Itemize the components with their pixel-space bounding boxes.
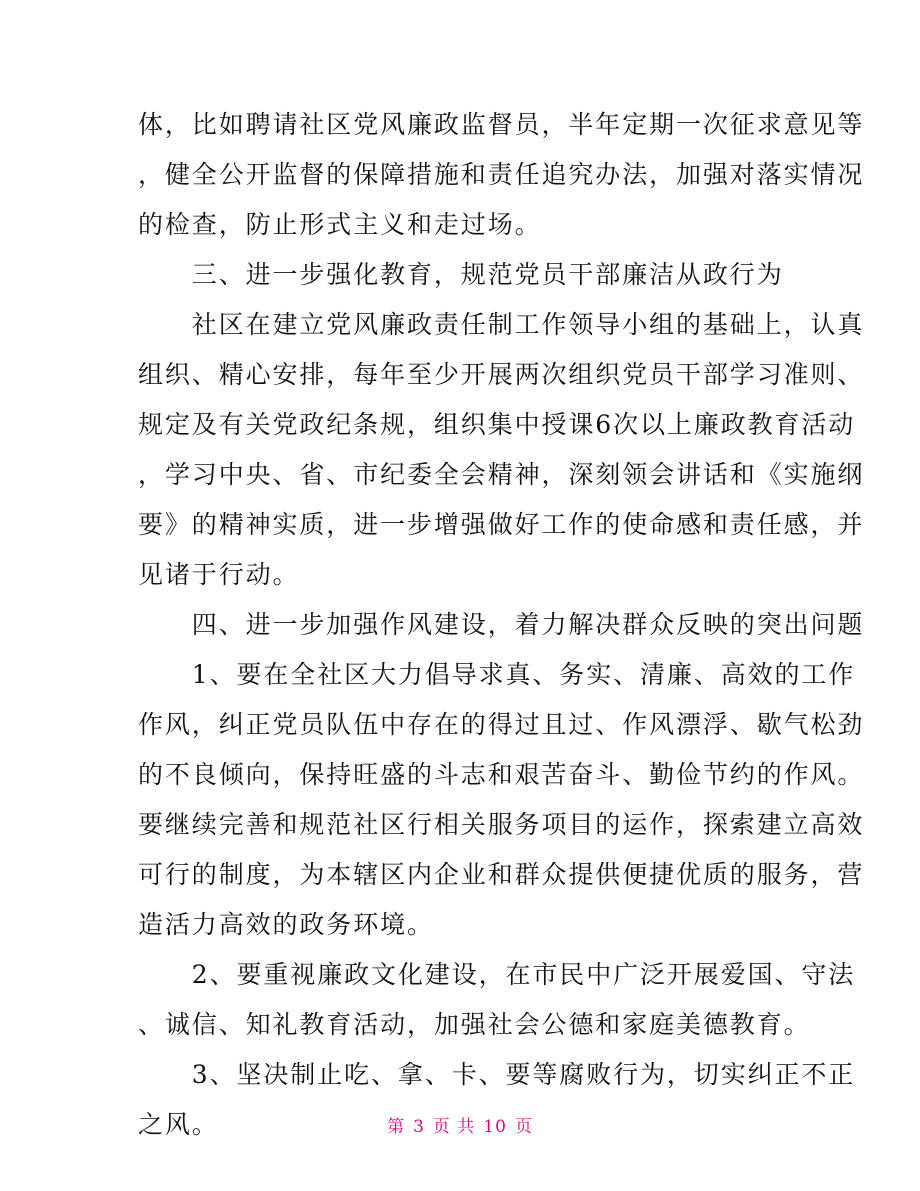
text-line: ，学习中央、省、市纪委全会精神，深刻领会讲话和《实施纲 [138, 460, 865, 489]
document-body [138, 100, 865, 1150]
footer-prefix: 第 [387, 1117, 406, 1137]
text-line: 之风。 [138, 1110, 219, 1139]
text-line: 社区在建立党风廉政责任制工作领导小组的基础上，认真 [138, 310, 865, 339]
text-line: ，健全公开监督的保障措施和责任追究办法，加强对落实情况 [138, 160, 865, 189]
footer-middle: 页 共 [432, 1117, 476, 1137]
footer-total-pages: 10 [483, 1117, 507, 1137]
section-heading-3: 三、进一步强化教育，规范党员干部廉洁从政行为 [138, 260, 784, 289]
footer-suffix: 页 [514, 1117, 533, 1137]
text-line: 1、要在全社区大力倡导求真、务实、清廉、高效的工作 [138, 660, 856, 689]
text-line: 可行的制度，为本辖区内企业和群众提供便捷优质的服务，营 [138, 860, 865, 889]
page-footer [0, 1112, 920, 1137]
text-line: 见诸于行动。 [138, 560, 300, 589]
text-line: 规定及有关党政纪条规，组织集中授课6次以上廉政教育活动 [138, 410, 856, 439]
text-line: 组织、精心安排，每年至少开展两次组织党员干部学习准则、 [138, 360, 865, 389]
text-line: 体，比如聘请社区党风廉政监督员，半年定期一次征求意见等 [138, 110, 865, 139]
footer-page-number: 3 [413, 1117, 425, 1137]
text-line: 3、坚决制止吃、拿、卡、要等腐败行为，切实纠正不正 [138, 1060, 856, 1089]
text-line: 造活力高效的政务环境。 [138, 910, 434, 939]
text-line: 要继续完善和规范社区行相关服务项目的运作，探索建立高效 [138, 810, 865, 839]
text-line: 2、要重视廉政文化建设，在市民中广泛开展爱国、守法 [138, 960, 856, 989]
text-line: 的不良倾向，保持旺盛的斗志和艰苦奋斗、勤俭节约的作风。 [138, 760, 865, 789]
text-line: 作风，纠正党员队伍中存在的得过且过、作风漂浮、歇气松劲 [138, 710, 865, 739]
text-line: 、诚信、知礼教育活动，加强社会公德和家庭美德教育。 [138, 1010, 811, 1039]
text-line: 要》的精神实质，进一步增强做好工作的使命感和责任感，并 [138, 510, 865, 539]
section-heading-4: 四、进一步加强作风建设，着力解决群众反映的突出问题 [138, 610, 865, 639]
text-line: 的检查，防止形式主义和走过场。 [138, 210, 542, 239]
